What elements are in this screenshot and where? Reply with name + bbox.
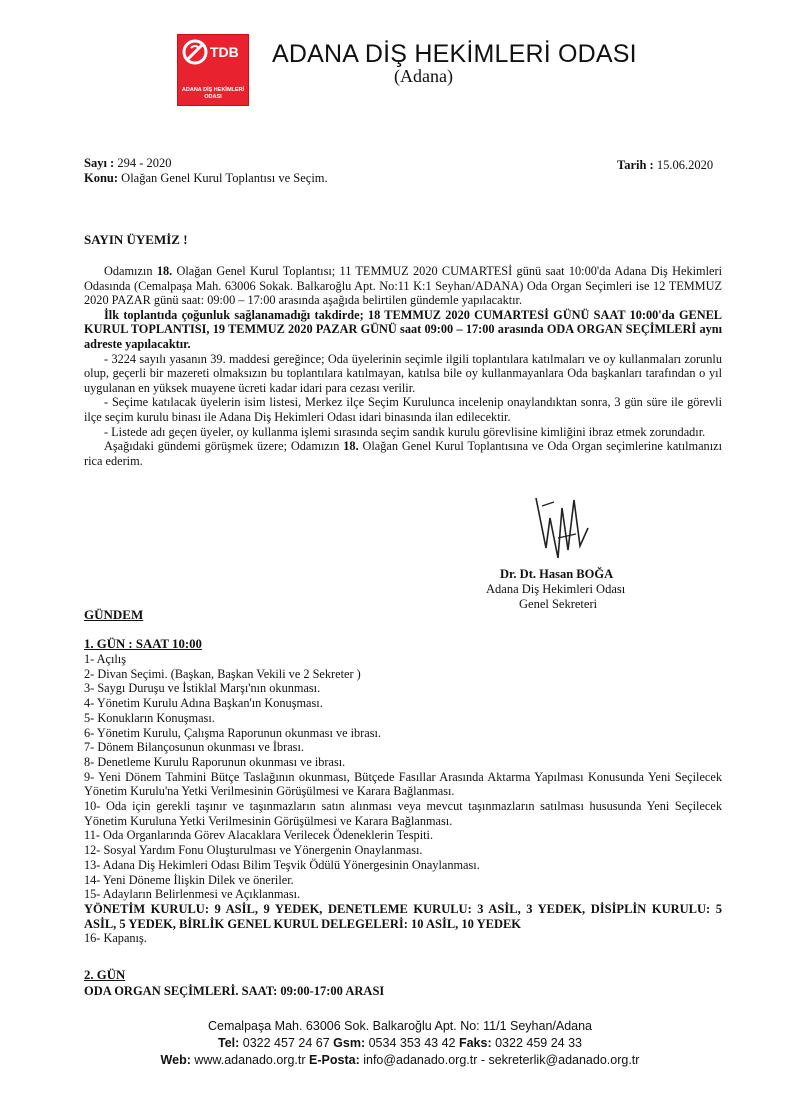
agenda-item: 9- Yeni Dönem Tahmini Bütçe Taslağının okunması, Bütçede Fasıllar Arasında Aktarma Yapılması Konusunda Yeni Seçilecek Yönetim Kurulu'na Yetki Verilmesinin Görüşülmesi ve Karara Bağlanması.	[84, 769, 722, 799]
web-label: Web:	[160, 1053, 191, 1067]
agenda-item: 5- Konukların Konuşması.	[84, 710, 215, 725]
agenda-item: 11- Oda Organlarında Görev Alacaklara Verilecek Ödeneklerin Tespiti.	[84, 828, 434, 843]
tooth-emblem-icon	[182, 39, 208, 65]
paragraph-5: - Listede adı geçen üyeler, oy kullanma işlemi sırasında seçim sandık kurulu görevlisine kimliğini ibraz etmek zorundadır.	[104, 424, 706, 439]
agenda-item: 15- Adayların Belirlenmesi ve Açıklanması.	[84, 887, 301, 902]
tarih-line	[617, 158, 713, 173]
web-link[interactable]: www.adanado.org.tr	[194, 1053, 306, 1067]
agenda-item: 8- Denetleme Kurulu Raporunun okunması ve ibrası.	[84, 754, 346, 769]
paragraph-3: - 3224 sayılı yasanın 39. maddesi gereğince; Oda üyelerinin seçimle ilgili toplantılara katılmaları ve oy kullanmaları zorunlu olup, geçerli bir mazereti olmaksızın bu toplantılara katılmayan, katılsa bile oy kullanmayanlara Oda başkanları tarafından o yıl uygulanan en yüksek muayene ücreti kadar idari para cezası verilir.	[84, 351, 722, 395]
day1-heading: 1. GÜN : SAAT 10:00	[84, 637, 202, 651]
p6-part-b: 18.	[343, 439, 359, 454]
gsm-value: 0534 353 43 42	[368, 1036, 456, 1050]
day2-heading: 2. GÜN	[84, 968, 126, 982]
p1-part-c: Olağan Genel Kurul Toplantısı; 11 TEMMUZ 2020 CUMARTESİ günü saat 10:00'da Adana Diş Hekimleri Odasında (Cemalpaşa Mah. 63006 Sokak. Balkaroğlu Apt. No:11 K:1 Seyhan/ADANA) Oda Organ Seçimleri ise 12 TEMMUZ 2020 PAZAR günü saat: 09:00 – 17:00 arasında aşağıda belirtilen gündemle yapılacaktır.	[84, 264, 722, 308]
p1-part-a: Odamızın	[104, 264, 157, 278]
salutation: SAYIN ÜYEMİZ !	[84, 232, 188, 247]
agenda-item: 10- Oda için gerekli taşınır ve taşınmazların satın alınması veya mevcut taşınmazların satılması hususunda Yeni Seçilecek Yönetim Kuruluna Yetki Verilmesinin Görüşülmesi ve Karara Bağlanması.	[84, 799, 722, 828]
footer-web	[0, 1052, 800, 1069]
handwritten-signature	[528, 488, 598, 568]
agenda-heading: GÜNDEM	[84, 607, 144, 622]
signature-org: Adana Diş Hekimleri Odası	[486, 582, 626, 596]
agenda-item: 2- Divan Seçimi. (Başkan, Başkan Vekili ve 2 Sekreter )	[84, 666, 361, 681]
agenda-item: 12- Sosyal Yardım Fonu Oluşturulması ve Yönergenin Onaylanması.	[84, 843, 423, 858]
konu-value: Olağan Genel Kurul Toplantısı ve Seçim.	[121, 171, 328, 185]
email-link[interactable]: info@adanado.org.tr - sekreterlik@adanado.org.tr	[363, 1053, 640, 1067]
footer-phones	[0, 1035, 800, 1052]
agenda-item-16: 16- Kapanış.	[84, 931, 147, 946]
board-quota: YÖNETİM KURULU: 9 ASİL, 9 YEDEK, DENETLEME KURULU: 3 ASİL, 3 YEDEK, DİSİPLİN KURULU: 5 ASİL, 5 YEDEK, BİRLİK GENEL KURUL DELEGELERİ: 10 ASİL, 10 YEDEK	[84, 901, 722, 931]
paragraph-6	[84, 439, 722, 468]
sayi-line	[84, 156, 172, 171]
tdb-logo	[177, 34, 249, 106]
p6-part-a: Aşağıdaki gündemi görüşmek üzere; Odamızın	[104, 439, 344, 454]
sayi-value: 294 - 2020	[117, 156, 172, 170]
tel-label: Tel:	[218, 1036, 240, 1050]
paragraph-1	[84, 264, 722, 308]
logo-text: TDB	[210, 44, 239, 60]
agenda-item: 4- Yönetim Kurulu Adına Başkan'ın Konuşması.	[84, 696, 323, 711]
email-label: E-Posta:	[309, 1053, 360, 1067]
paragraph-4: - Seçime katılacak üyelerin isim listesi, Merkez ilçe Seçim Kurulunca incelenip onaylandıktan sonra, 3 gün süre ile görevli ilçe seçim kurulu binası ile Adana Diş Hekimleri Odası idari binasında ilan edilecektir.	[84, 395, 722, 424]
logo-subtitle: ADANA DİŞ HEKİMLERİ ODASI	[181, 87, 245, 100]
agenda-item: 1- Açılış	[84, 652, 127, 666]
letter-body	[84, 264, 722, 468]
konu-label: Konu:	[84, 171, 119, 185]
paragraph-2: İlk toplantıda çoğunluk sağlanamadığı takdirde; 18 TEMMUZ 2020 CUMARTESİ GÜNÜ SAAT 10:00'da GENEL KURUL TOPLANTISI, 19 TEMMUZ 2020 PAZAR GÜNÜ saat 09:00 – 17:00 arasında ODA ORGAN SEÇİMLERİ aynı adreste yapılacaktır.	[84, 307, 722, 351]
agenda-item: 13- Adana Diş Hekimleri Odası Bilim Teşvik Ödülü Yönergesinin Onaylanması.	[84, 857, 480, 872]
sayi-label: Sayı :	[84, 156, 115, 170]
tel-value: 0322 457 24 67	[242, 1036, 330, 1050]
agenda-item: 7- Dönem Bilançosunun okunması ve İbrası.	[84, 740, 304, 755]
konu-line	[84, 171, 328, 186]
fax-value: 0322 459 24 33	[495, 1036, 582, 1050]
signature-name: Dr. Dt. Hasan BOĞA	[500, 567, 614, 581]
tarih-value: 15.06.2020	[656, 158, 714, 172]
footer-address: Cemalpaşa Mah. 63006 Sok. Balkaroğlu Apt. No: 11/1 Seyhan/Adana	[207, 1019, 593, 1033]
p6-part-c: Olağan Genel Kurul Toplantısına ve Oda Organ seçimlerine katılmanızı rica ederim.	[84, 439, 722, 468]
signature-title: Genel Sekreteri	[519, 597, 598, 611]
agenda-list	[84, 652, 722, 946]
p1-part-b: 18.	[156, 264, 173, 278]
agenda-item: 6- Yönetim Kurulu, Çalışma Raporunun okunması ve ibrası.	[84, 725, 382, 740]
agenda-item: 3- Saygı Duruşu ve İstiklal Marşı'nın okunması.	[84, 681, 321, 696]
org-city: (Adana)	[394, 66, 453, 86]
day2-text: ODA ORGAN SEÇİMLERİ. SAAT: 09:00-17:00 ARASI	[84, 984, 385, 998]
tarih-label: Tarih :	[617, 158, 654, 172]
fax-label: Faks:	[458, 1036, 492, 1050]
org-name: ADANA DİŞ HEKİMLERİ ODASI	[272, 40, 637, 68]
agenda-item: 14- Yeni Döneme İlişkin Dilek ve öneriler.	[84, 872, 294, 887]
gsm-label: Gsm:	[333, 1036, 366, 1050]
